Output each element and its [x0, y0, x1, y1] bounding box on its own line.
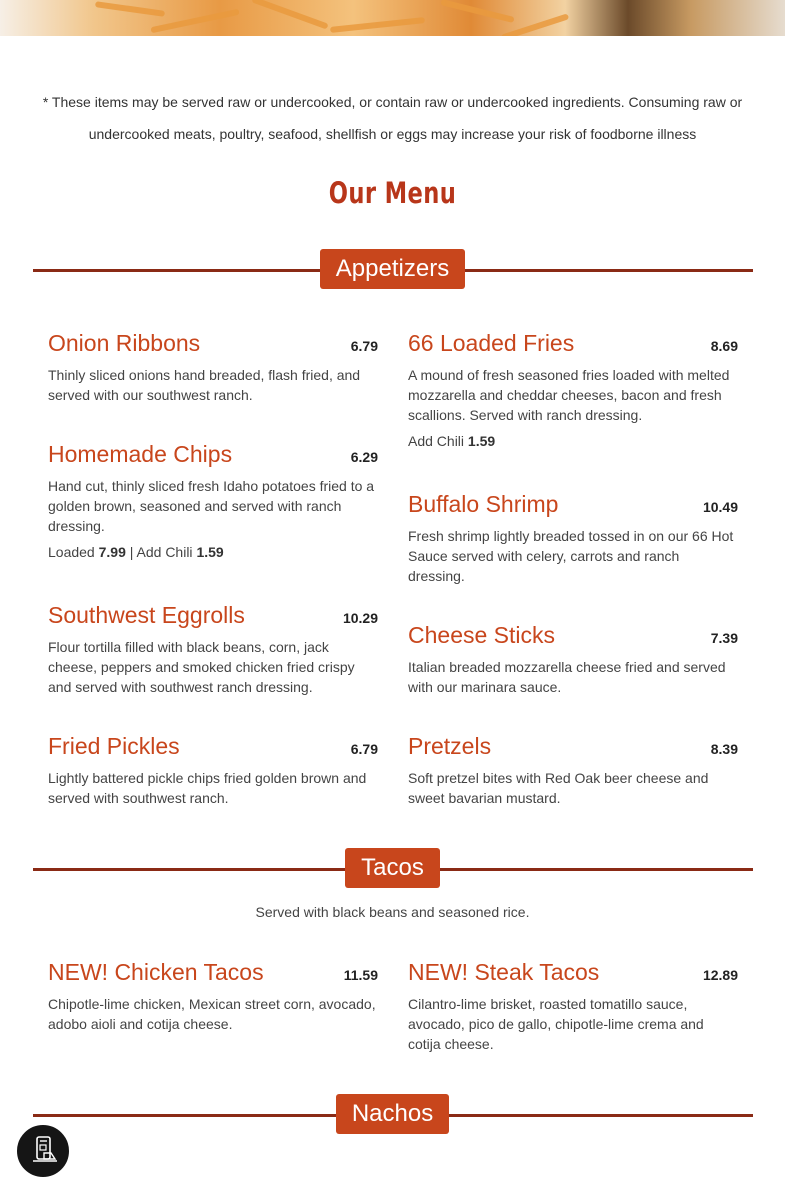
menu-item: [408, 733, 738, 808]
addon-label: Add Chili: [136, 544, 193, 560]
food-safety-notice: * These items may be served raw or undercooked, or contain raw or undercooked ingredients. Consuming raw or undercooked meats, poultry, seafood, shellfish or eggs may increase your risk of foodborne illness: [42, 94, 743, 142]
item-description: Fresh shrimp lightly breaded tossed in on our 66 Hot Sauce served with celery, carrots and ranch dressing.: [408, 528, 734, 584]
menu-item: [408, 959, 738, 1054]
section-label: Appetizers: [320, 249, 465, 289]
addon-price: 1.59: [196, 544, 224, 560]
section-note: Served with black beans and seasoned rice.: [255, 904, 530, 920]
item-name: NEW! Chicken Tacos: [48, 959, 264, 985]
item-description: A mound of fresh seasoned fries loaded with melted mozzarella and cheddar cheeses, bacon and fresh scallions. Served with ranch dressing.: [408, 367, 730, 423]
addon-separator: |: [129, 544, 134, 560]
item-description: Italian breaded mozzarella cheese fried and served with our marinara sauce.: [408, 659, 726, 695]
item-name: Onion Ribbons: [48, 330, 201, 356]
item-description: Cilantro-lime brisket, roasted tomatillo sauce, avocado, pico de gallo, chipotle-lime crema and cotija cheese.: [408, 996, 704, 1052]
addon-label: Add Chili: [408, 433, 465, 449]
menu-item: [408, 491, 738, 586]
item-addons: [408, 433, 738, 449]
item-name: Southwest Eggrolls: [48, 602, 245, 628]
item-price: 10.49: [702, 499, 738, 515]
item-name: Cheese Sticks: [408, 622, 556, 648]
item-name: NEW! Steak Tacos: [408, 959, 600, 985]
hero-food-image: [0, 0, 785, 36]
item-name: Fried Pickles: [48, 733, 180, 759]
item-price: 6.79: [350, 741, 378, 757]
item-name: Homemade Chips: [48, 441, 233, 467]
item-name: Pretzels: [408, 733, 492, 759]
item-price: 8.39: [710, 741, 738, 757]
item-price: 12.89: [702, 967, 738, 983]
item-price: 8.69: [710, 338, 738, 354]
item-name: Buffalo Shrimp: [408, 491, 559, 517]
section-label: Tacos: [345, 848, 440, 888]
item-price: 7.39: [710, 630, 738, 646]
menu-item: [408, 622, 738, 697]
item-description: Chipotle-lime chicken, Mexican street corn, avocado, adobo aioli and cotija cheese.: [48, 996, 376, 1032]
menu-item: [408, 330, 738, 449]
section-header-appetizers: [0, 249, 785, 289]
item-price: 10.29: [342, 610, 378, 626]
page-title: Our Menu: [328, 176, 457, 210]
menu-item: [48, 330, 378, 405]
section-header-nachos: [0, 1094, 785, 1134]
item-price: 6.29: [350, 449, 378, 465]
addon-price: 1.59: [467, 433, 496, 449]
item-description: Soft pretzel bites with Red Oak beer cheese and sweet bavarian mustard.: [408, 770, 709, 806]
addon-label: Loaded: [48, 544, 95, 560]
item-name: 66 Loaded Fries: [408, 330, 575, 356]
addon-price: 7.99: [98, 544, 126, 560]
menu-item: [48, 602, 378, 697]
menu-item: [48, 959, 378, 1034]
item-description: Lightly battered pickle chips fried golden brown and served with southwest ranch.: [48, 770, 367, 806]
item-description: Flour tortilla filled with black beans, corn, jack cheese, peppers and smoked chicken fried crispy and served with southwest ranch dressing.: [48, 639, 355, 695]
menu-item: [48, 441, 378, 560]
item-description: Thinly sliced onions hand breaded, flash fried, and served with our southwest ranch.: [48, 367, 361, 403]
section-label: Nachos: [336, 1094, 449, 1134]
item-description: Hand cut, thinly sliced fresh Idaho potatoes fried to a golden brown, seasoned and served with ranch dressing.: [48, 478, 375, 534]
mobile-order-button[interactable]: [15, 1123, 71, 1179]
menu-item: [48, 733, 378, 808]
item-price: 11.59: [343, 967, 378, 983]
section-header-tacos: [0, 848, 785, 888]
item-addons: [48, 544, 378, 560]
item-price: 6.79: [350, 338, 378, 354]
